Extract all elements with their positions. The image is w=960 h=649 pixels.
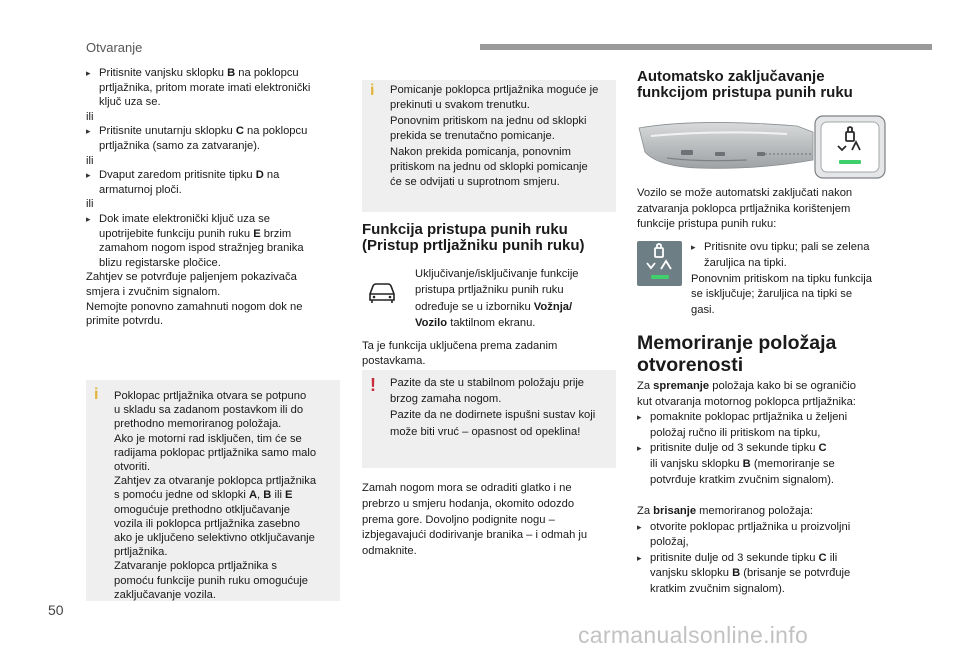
tailgate-illustration bbox=[637, 114, 887, 182]
heading-memorize-position: Memoriranje položaja otvorenosti bbox=[637, 332, 837, 376]
warning-note-box bbox=[362, 370, 616, 468]
note-line: otvoriti. bbox=[114, 461, 151, 474]
note-line: pomoću funkcije punih ruku omogućuje bbox=[114, 574, 309, 587]
note-line: Pomicanje poklopca prtljažnika moguće je bbox=[390, 84, 599, 96]
text-line: ▸ Pritisnite unutarnju sklopku C na poklopcu bbox=[86, 125, 308, 138]
auto-lock-paragraph: Vozilo se može automatski zaključati nakon zatvaranja poklopca prtljažnika korištenjem funkcije pristupa punih ruku: bbox=[637, 187, 853, 231]
note-line: prekinuti u svakom trenutku. bbox=[390, 99, 530, 112]
note-line: prethodno memoriranog položaja. bbox=[114, 418, 282, 431]
text-line: prtljažnika (samo za zatvaranje). bbox=[99, 139, 261, 152]
text-line: ▸ Dvaput zaredom pritisnite tipku D na bbox=[86, 169, 280, 182]
bullet-icon: ▸ bbox=[691, 242, 696, 252]
watermark: carmanualsonline.info bbox=[578, 622, 809, 648]
kick-instructions-paragraph: Zamah nogom mora se odraditi glatko i ne prebrzo u smjeru hodanja, okomito odozdo prema gore. Dovoljno podignite nogu – izbjegavajući dodirivanje branika – i odmah ju odmaknite. bbox=[362, 482, 588, 558]
text-line: smjera i zvučnim signalom. bbox=[86, 285, 221, 298]
note-line: može biti vruć – opasnost od opeklina! bbox=[390, 425, 581, 438]
note-line: zaključavanje vozila. bbox=[114, 588, 216, 601]
warning-icon: ! bbox=[370, 375, 376, 395]
heading-hands-free: Funkcija pristupa punih ruku (Pristup prtljažniku punih ruku) bbox=[362, 221, 585, 254]
note-line: Nakon prekida pomicanja, ponovnim bbox=[390, 145, 571, 158]
bullet-icon: ▸ bbox=[637, 552, 642, 563]
bullet-icon: ▸ bbox=[637, 521, 642, 532]
memorize-instructions: Za spremanje položaja kako bi se ograničio kut otvaranja motornog poklopca prtljažnika: ▸ pomaknite poklopac prtljažnika u željeni položaj ručno ili pritiskom na tipku, ▸ pritisnite dulje od 3 sekunde tipku C ili vanjsku sklopku B (memoriranje se potvrđuje kratkim zvučnim signalom). bbox=[637, 380, 856, 486]
text-line: Nemojte ponovno zamahnuti nogom dok ne bbox=[86, 300, 303, 313]
note-line: vozila ili poklopca prtljažnika zasebno bbox=[114, 517, 300, 530]
hands-free-button-icon bbox=[637, 241, 682, 286]
text-line: armaturnoj ploči. bbox=[99, 183, 182, 196]
delete-instructions: Za brisanje memoriranog položaja: ▸ otvorite poklopac prtljažnika u proizvoljni položaj, ▸ pritisnite dulje od 3 sekunde tipku C ili vanjsku sklopku B (brisanje se potvrđuje kratkim zvučnim signalom). bbox=[637, 505, 851, 595]
note-line: Poklopac prtljažnika otvara se potpuno bbox=[114, 390, 307, 402]
page-number: 50 bbox=[48, 602, 64, 618]
text-line: ▸ Pritisnite vanjsku sklopku B na poklopcu bbox=[86, 67, 299, 79]
default-setting-paragraph: Ta je funkcija uključena prema zadanim postavkama. bbox=[362, 340, 558, 368]
column-1 bbox=[86, 66, 342, 329]
info-note-box bbox=[362, 80, 616, 212]
heading-auto-lock: Automatsko zaključavanje funkcijom pristupa punih ruku bbox=[637, 68, 853, 101]
bullet-icon: ▸ bbox=[637, 412, 642, 423]
note-line: omogućuje prethodno otključavanje bbox=[114, 503, 291, 516]
bullet-icon: ▸ bbox=[86, 213, 91, 224]
bullet-icon: ▸ bbox=[86, 170, 91, 181]
text-line: upotrijebite funkciju punih ruku E brzim bbox=[99, 227, 292, 240]
text-line: ili bbox=[86, 154, 94, 167]
note-line: u skladu sa zadanom postavkom ili do bbox=[114, 404, 304, 417]
section-title: Otvaranje bbox=[86, 40, 143, 55]
text-line: primite potvrdu. bbox=[86, 315, 164, 328]
bullet-icon: ▸ bbox=[86, 68, 91, 78]
bullet-icon: ▸ bbox=[637, 443, 642, 454]
note-line: pritiskom na jednu od sklopki pomicanje bbox=[390, 161, 588, 174]
text-line: ključ uza se. bbox=[99, 96, 161, 109]
text-line: ili bbox=[86, 110, 94, 123]
info-note-box bbox=[86, 380, 340, 601]
note-line: Zatvaranje poklopca prtljažnika s bbox=[114, 560, 277, 573]
button-instructions: ▸ Pritisnite ovu tipku; pali se zelena žaruljica na tipki. Ponovnim pritiskom na tipku funkcija se isključuje; žaruljica na tipki se gasi. bbox=[691, 241, 872, 317]
text-line: ▸ Dok imate elektronički ključ uza se bbox=[86, 212, 270, 225]
note-line: Pazite da ne dodirnete ispušni sustav koji bbox=[390, 409, 596, 422]
note-line: Pazite da ste u stabilnom položaju prije bbox=[390, 377, 585, 389]
text-line: ili bbox=[86, 198, 94, 211]
header-bar bbox=[480, 44, 932, 50]
note-line: brzog zamaha nogom. bbox=[390, 393, 502, 406]
note-line: ako je uključeno selektivno otključavanje bbox=[114, 532, 315, 545]
text-line: blizu registarske pločice. bbox=[99, 256, 221, 269]
note-line: prekida se trenutačno pomicanje. bbox=[390, 130, 555, 143]
car-icon bbox=[362, 270, 402, 310]
note-line: Ponovnim pritiskom na jednu od sklopki bbox=[390, 114, 587, 127]
note-line: s pomoću jedne od sklopki A, B ili E bbox=[114, 489, 293, 502]
info-icon: i bbox=[370, 82, 375, 99]
info-icon: i bbox=[94, 386, 99, 403]
note-line: Ako je motorni rad isključen, tim će se bbox=[114, 432, 302, 445]
note-line: radijama poklopac prtljažnika samo malo bbox=[114, 446, 317, 459]
text-line: Zahtjev se potvrđuje paljenjem pokazivača bbox=[86, 271, 297, 284]
note-line: Zahtjev za otvaranje poklopca prtljažnika bbox=[114, 475, 317, 488]
note-line: će se odvijati u suprotnom smjeru. bbox=[390, 176, 560, 189]
bullet-icon: ▸ bbox=[86, 126, 91, 137]
hands-free-setting-text: Uključivanje/isključivanje funkcije pristupa prtljažniku punih ruku određuje se u izborniku Vožnja/ Vozilo taktilnom ekranu. bbox=[415, 268, 579, 330]
text-line: zamahom nogom ispod stražnjeg branika bbox=[99, 242, 304, 255]
text-line: prtljažnika, pritom morate imati elektronički bbox=[99, 81, 311, 94]
note-line: prtljažnika. bbox=[114, 546, 168, 559]
